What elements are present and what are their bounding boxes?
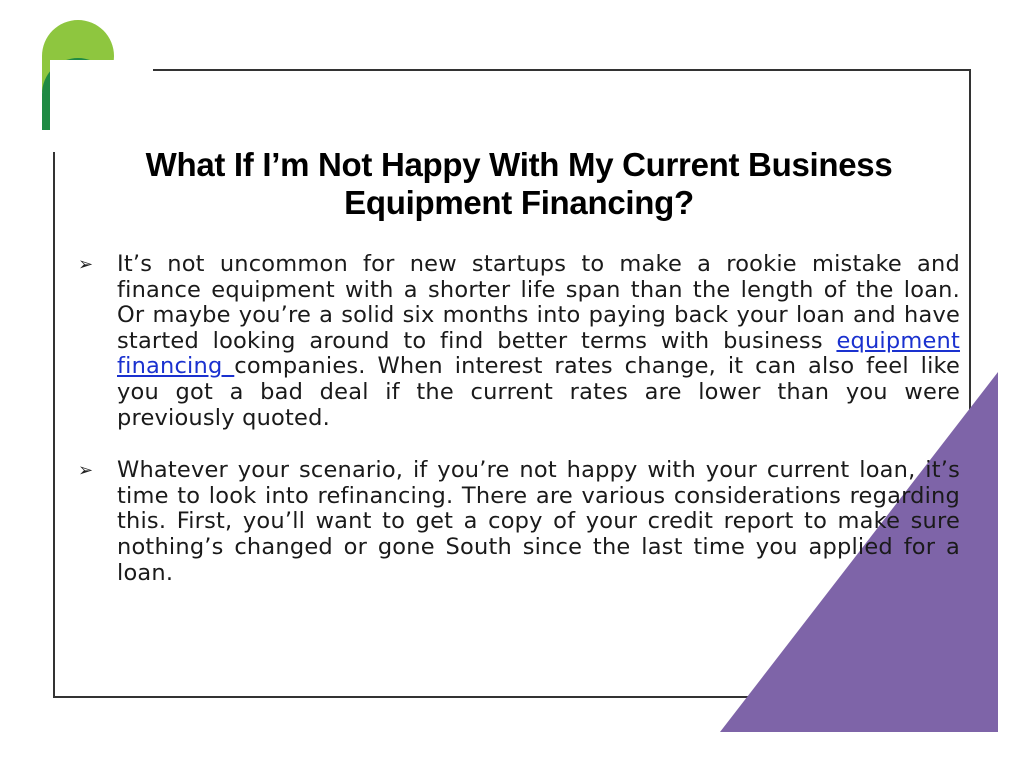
bullet-item (78, 458, 960, 586)
arrow-bullet-icon: ➢ (78, 460, 94, 482)
bullet-text: Whatever your scenario, if you’re not happy with your current loan, it’s time to look into refinancing. There are various considerations regarding this. First, you’ll want to get a copy of your credit report to make sure nothing’s changed or gone South since the last time you applied for a loan. (117, 457, 960, 586)
frame-gap (50, 60, 153, 152)
slide-title: What If I’m Not Happy With My Current Business Equipment Financing? (145, 146, 893, 221)
slide-content (78, 146, 960, 613)
bullet-text-before: It’s not uncommon for new startups to make a rookie mistake and finance equipment with a shorter life span than the length of the loan. Or maybe you’re a solid six months into paying back your loan and have started looking around to find better terms with business (117, 251, 960, 354)
bullet-text (117, 252, 960, 431)
arrow-bullet-icon: ➢ (78, 254, 94, 275)
bullet-item (78, 252, 960, 431)
bullet-text-after: companies. When interest rates change, it can also feel like you got a bad deal if the current rates are lower than you were previously quoted. (117, 353, 960, 431)
equipment-financing-link[interactable]: equipment financing (117, 327, 960, 380)
bullet-list (78, 252, 960, 586)
